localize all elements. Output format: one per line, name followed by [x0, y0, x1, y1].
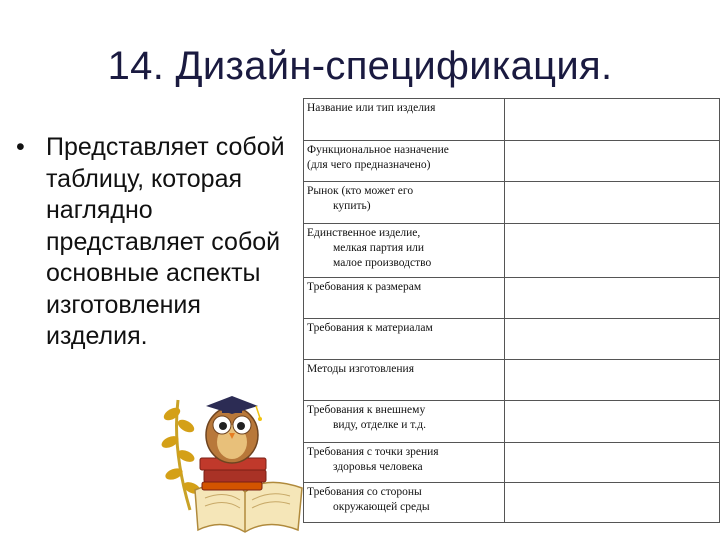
table-row	[304, 141, 720, 182]
table-row	[304, 360, 720, 401]
table-row	[304, 182, 720, 224]
bullet-marker: •	[16, 133, 25, 161]
row-label-line2: мелкая партия или	[333, 242, 425, 254]
row-label-line2: виду, отделке и т.д.	[333, 419, 427, 431]
table-cell-value	[505, 224, 720, 278]
table-cell-value	[505, 443, 720, 483]
table-cell-value	[505, 182, 720, 224]
row-label-line1: Требования с точки зрения	[307, 446, 439, 458]
table-cell-value	[505, 319, 720, 360]
row-label-line1: Требования к размерам	[307, 281, 422, 293]
table-cell-label	[304, 443, 505, 483]
table-row	[304, 483, 720, 523]
table-cell-label	[304, 360, 505, 401]
table-row	[304, 319, 720, 360]
table-row	[304, 224, 720, 278]
design-spec-table	[303, 98, 720, 523]
slide-title: 14. Дизайн-спецификация.	[107, 44, 613, 88]
table-cell-value	[505, 401, 720, 443]
table-cell-value	[505, 483, 720, 523]
row-label-line1: Требования к материалам	[307, 322, 433, 334]
table-row	[304, 443, 720, 483]
table-cell-label	[304, 319, 505, 360]
row-label-line2: (для чего предназначено)	[307, 159, 431, 171]
table-cell-value	[505, 141, 720, 182]
row-label-line2: окружающей среды	[333, 501, 430, 513]
table-cell-value	[505, 99, 720, 141]
row-label-line2: здоровья человека	[333, 461, 423, 473]
table-cell-label	[304, 99, 505, 141]
row-label-line1: Методы изготовления	[307, 363, 414, 375]
row-label-line3: малое производство	[333, 257, 432, 269]
bullet-list	[16, 132, 286, 353]
row-label-line1: Требования со стороны	[307, 486, 422, 498]
table-cell-label	[304, 182, 505, 224]
table-cell-label	[304, 224, 505, 278]
row-label-line1: Рынок (кто может его	[307, 185, 414, 197]
table-cell-label	[304, 401, 505, 443]
table-row	[304, 401, 720, 443]
table-cell-label	[304, 483, 505, 523]
row-label-line2: купить)	[333, 200, 371, 212]
table-cell-label	[304, 141, 505, 182]
table-cell-value	[505, 278, 720, 319]
table-row	[304, 278, 720, 319]
row-label-line1: Название или тип изделия	[307, 102, 436, 114]
row-label-line1: Требования к внешнему	[307, 404, 426, 416]
row-label-line1: Единственное изделие,	[307, 227, 421, 239]
table-row	[304, 99, 720, 141]
row-label-line1: Функциональное назначение	[307, 144, 449, 156]
table-cell-label	[304, 278, 505, 319]
bullet-text: Представляет собой таблицу, которая наглядно представляет собой основные аспекты изготовления изделия.	[46, 133, 285, 350]
owl-with-books-icon	[160, 380, 310, 540]
table-cell-value	[505, 360, 720, 401]
